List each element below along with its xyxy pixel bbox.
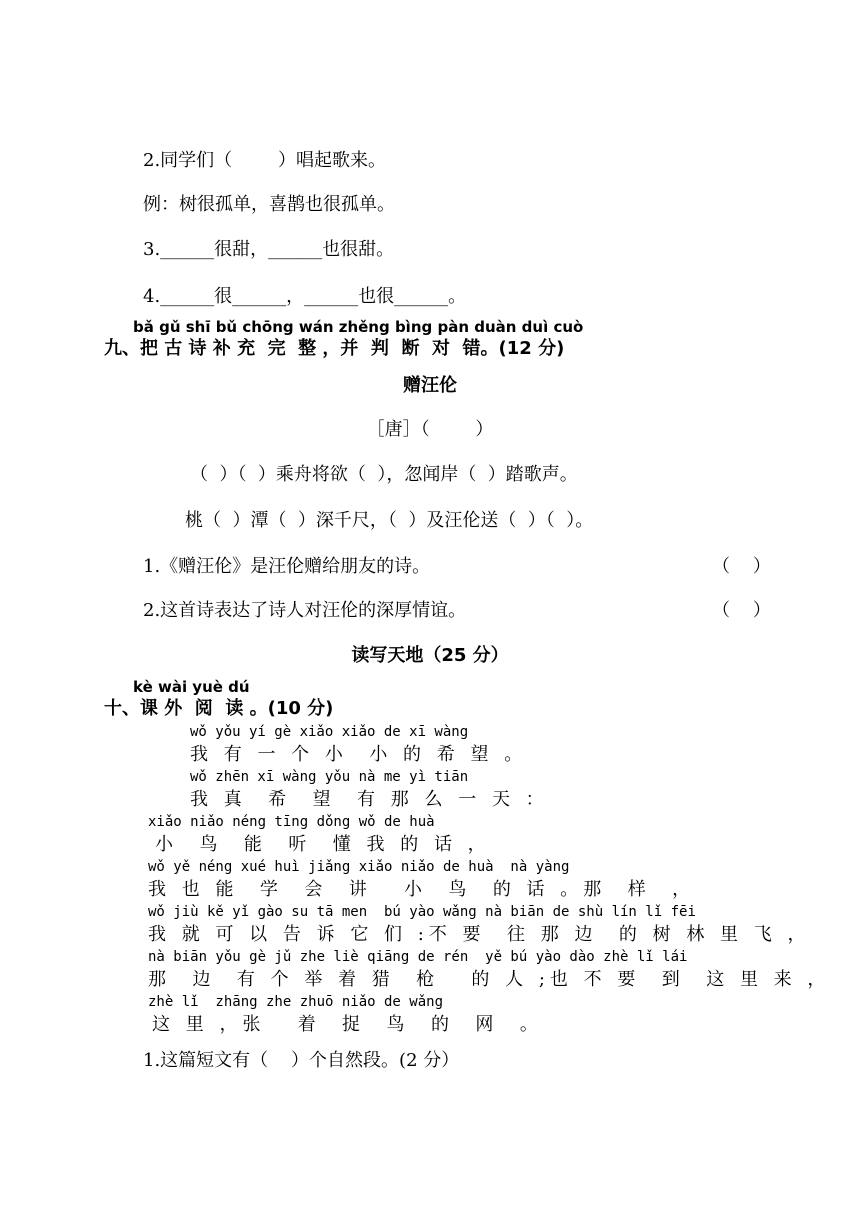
passage-pinyin-2: wǒ zhēn xī wàng yǒu nà me yì tiān bbox=[190, 769, 469, 785]
section10-pinyin: kè wài yuè dú bbox=[133, 678, 250, 696]
section9-pinyin: bǎ gǔ shī bǔ chōng wán zhěng bìng pàn duàn duì cuò bbox=[133, 318, 584, 336]
passage-pinyin-7: zhè lǐ zhāng zhe zhuō niǎo de wǎng bbox=[148, 994, 444, 1010]
poem-title: 赠汪伦 bbox=[403, 375, 457, 396]
example-sentence: 例：树很孤单，喜鹊也很孤单。 bbox=[143, 194, 395, 215]
judge-bracket-1[interactable]: （ ） bbox=[712, 556, 771, 577]
passage-pinyin-4: wǒ yě néng xué huì jiǎng xiǎo niǎo de huà nà yàng bbox=[148, 859, 570, 875]
poem-line-1: （ ）（ ）乘舟将欲（ ），忽闻岸（ ）踏歌声。 bbox=[190, 464, 578, 485]
reading-section-header: 读写天地（25 分） bbox=[351, 645, 509, 666]
fill-sentence-3: 3.______很甜，______也很甜。 bbox=[143, 239, 395, 260]
passage-pinyin-5: wǒ jiù kě yǐ gào su tā men bú yào wǎng nà biān de shù lín lǐ fēi bbox=[148, 904, 696, 920]
passage-text-7: 这 里 ，张 着 捉 鸟 的 网 。 bbox=[152, 1014, 543, 1035]
passage-text-5: 我 就 可 以 告 诉 它 们 :不 要 往 那 边 的 树 林 里 飞 ， bbox=[148, 924, 811, 945]
judge-bracket-2[interactable]: （ ） bbox=[712, 600, 771, 621]
passage-pinyin-1: wǒ yǒu yí gè xiǎo xiǎo de xī wàng bbox=[190, 724, 469, 740]
fill-sentence-4: 4.______很______，______也很______。 bbox=[143, 286, 467, 307]
passage-text-4: 我 也 能 学 会 讲 小 鸟 的 话 。那 样 ， bbox=[148, 879, 696, 900]
passage-pinyin-6: nà biān yǒu gè jǔ zhe liè qiāng de rén yě bú yào dào zhè lǐ lái bbox=[148, 949, 688, 965]
judge-item-1: 1.《赠汪伦》是汪伦赠给朋友的诗。 bbox=[143, 556, 431, 577]
judge-item-2: 2.这首诗表达了诗人对汪伦的深厚情谊。 bbox=[143, 600, 467, 621]
section9-title: 九、把 古 诗 补 充 完 整 ，并 判 断 对 错。(12 分) bbox=[104, 338, 565, 359]
poem-line-2: 桃（ ）潭（ ）深千尺，（ ）及汪伦送（ ）（ ）。 bbox=[185, 510, 594, 531]
passage-text-3: 小 鸟 能 听 懂 我 的 话 ， bbox=[155, 834, 491, 855]
passage-text-6: 那 边 有 个 举 着 猎 枪 的 人 ;也 不 要 到 这 里 来 ， bbox=[148, 969, 831, 990]
passage-text-1: 我 有 一 个 小 小 的 希 望 。 bbox=[190, 744, 528, 765]
poem-dynasty-author: ［唐］（ ） bbox=[366, 419, 494, 440]
question-1: 1.这篇短文有（ ）个自然段。(2 分） bbox=[143, 1050, 460, 1071]
passage-text-2: 我 真 希 望 有 那 么 一 天 ： bbox=[190, 789, 549, 810]
fill-sentence-2: 2.同学们（ ）唱起歌来。 bbox=[143, 150, 386, 171]
section10-title: 十、课 外 阅 读 。(10 分) bbox=[104, 698, 334, 719]
passage-pinyin-3: xiǎo niǎo néng tīng dǒng wǒ de huà bbox=[148, 814, 435, 830]
